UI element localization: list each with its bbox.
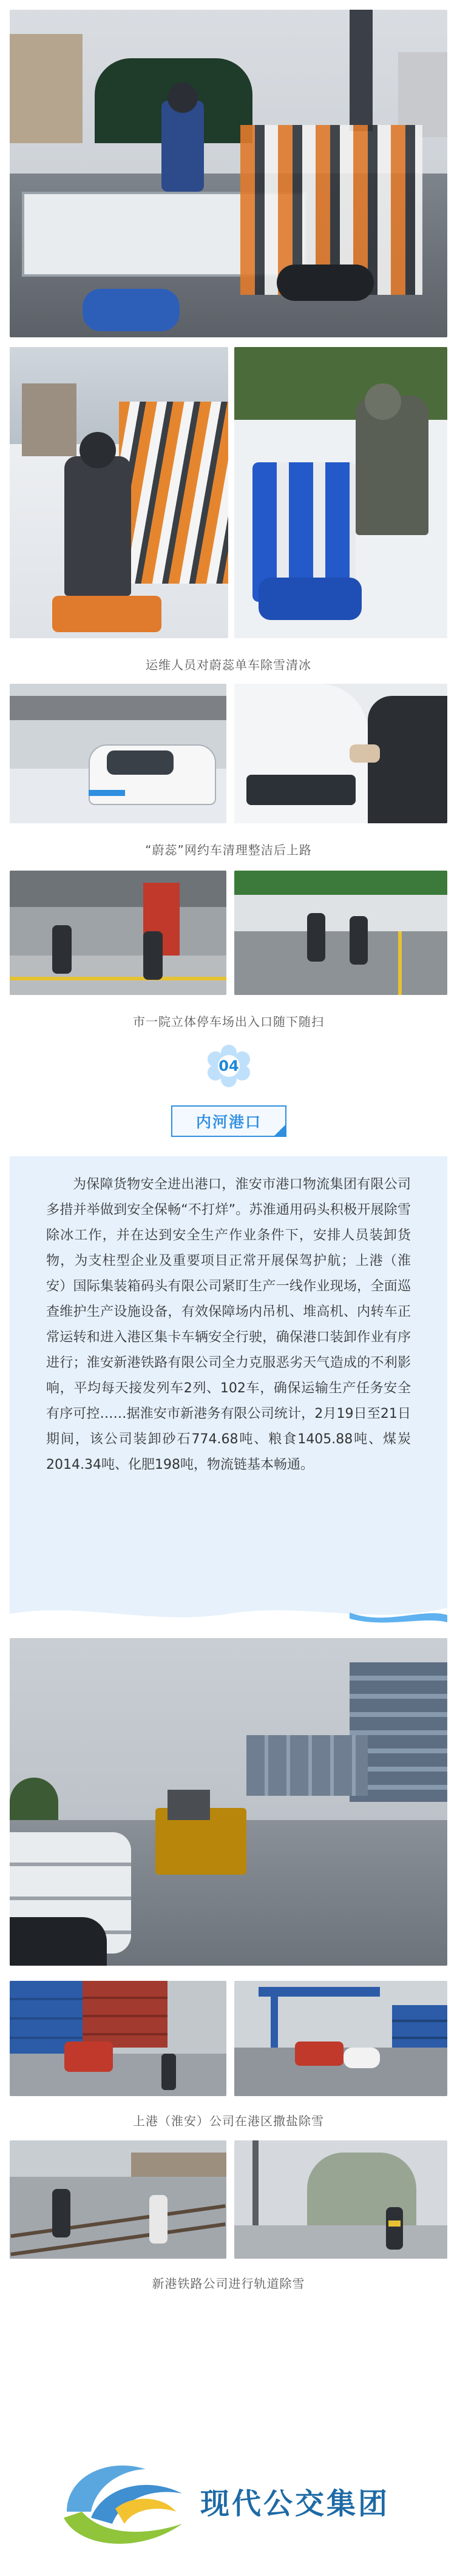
photo-rail-right <box>234 2140 447 2259</box>
photo-bike-worker-right <box>234 347 447 638</box>
caption-parking: 市一院立体停车场出入口随下随扫 <box>133 1014 324 1029</box>
photo-port-main <box>10 1638 447 1966</box>
caption-cars: “蔚蕊”网约车清理整洁后上路 <box>145 843 312 857</box>
photo-parking-left <box>10 871 226 995</box>
photo-parking-right <box>234 871 447 995</box>
snowflake-badge <box>208 1045 250 1087</box>
photo-car-left <box>10 684 226 823</box>
photo-bikes-truck <box>10 10 447 337</box>
section-title: 内河港口 <box>171 1105 286 1137</box>
company-logo-text: 现代公交集团 <box>200 2487 390 2521</box>
photo-port-left <box>10 1981 226 2096</box>
section-number: 04 <box>218 1057 239 1074</box>
company-logo-icon <box>55 2451 212 2551</box>
wave-decoration <box>10 1602 447 1626</box>
caption-rail: 新港铁路公司进行轨道除雪 <box>152 2276 305 2291</box>
caption-port: 上港（淮安）公司在港区撒盐除雪 <box>133 2114 324 2128</box>
article-box <box>10 1156 447 1608</box>
caption-bikes: 运维人员对蔚蕊单车除雪清冰 <box>146 658 311 672</box>
photo-rail-left <box>10 2140 226 2259</box>
photo-car-right <box>234 684 447 823</box>
article-paragraph: 为保障货物安全进出港口，淮安市港口物流集团有限公司多措并举做到安全保畅“不打烊”。苏淮通用码头积极开展除雪除冰工作，并在达到安全生产作业条件下，安排人员装卸货物，为支柱型企业及重要项目正常开展保驾护航；上港（淮安）国际集装箱码头有限公司紧盯生产一线作业现场，全面巡查维护生产设施设备，有效保障场内吊机、堆高机、内转车正常运转和进入港区集卡车辆安全行驶，确保港口装卸作业有序进行；淮安新港铁路有限公司全力克服恶劣天气造成的不利影响，平均每天接发列车2列、102车，确保运输生产任务安全有序可控……据淮安市新港务有限公司统计，2月19日至21日期间，该公司装卸砂石774.68吨、粮食1405.88吨、煤炭2014.34吨、化肥198吨，物流链基本畅通。 <box>46 1177 411 1472</box>
photo-port-right <box>234 1981 447 2096</box>
photo-bike-worker-left <box>10 347 228 638</box>
